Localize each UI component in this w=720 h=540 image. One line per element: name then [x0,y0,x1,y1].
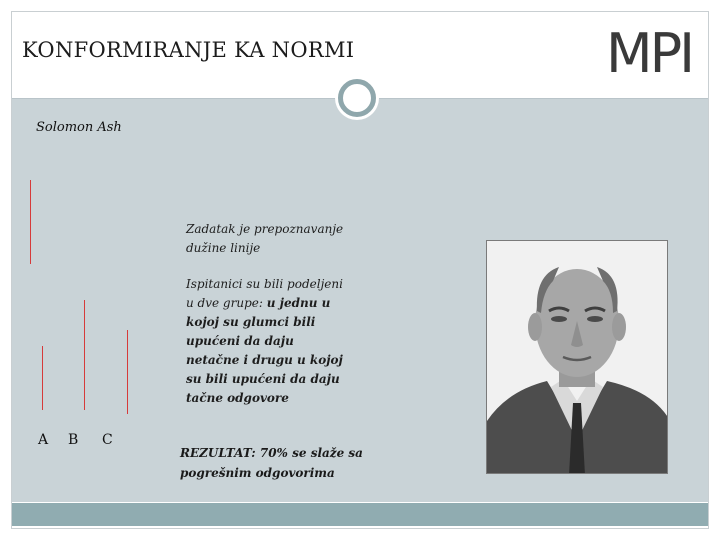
mpi-logo: MPI [606,22,693,85]
reference-line [30,180,31,264]
slide-subtitle: Solomon Ash [36,120,122,135]
line-b [84,300,85,410]
label-a: A [38,432,49,448]
line-c [127,330,128,414]
label-b: B [68,432,79,448]
portrait-photo [486,240,668,474]
task-text: Zadatak je prepoznavanje dužine linije [186,222,344,255]
footer-bar [12,503,708,526]
label-c: C [102,432,113,448]
slide-title: KONFORMIRANJE KA NORMI [22,38,355,62]
groups-text [186,275,346,408]
groups-detail: u jednu u kojoj su glumci bili upućeni da daju netačne i drugu u kojoj su bili upućeni da daju tačne odgovore [186,296,343,405]
line-a [42,346,43,410]
result-text: REZULTAT: 70% se slaže sa pogrešnim odgovorima [180,446,363,480]
circle-ring-icon [338,79,376,117]
portrait-icon [487,241,668,474]
groups-intro: Ispitanici su bili podeljeni u dve grupe: [186,277,343,310]
